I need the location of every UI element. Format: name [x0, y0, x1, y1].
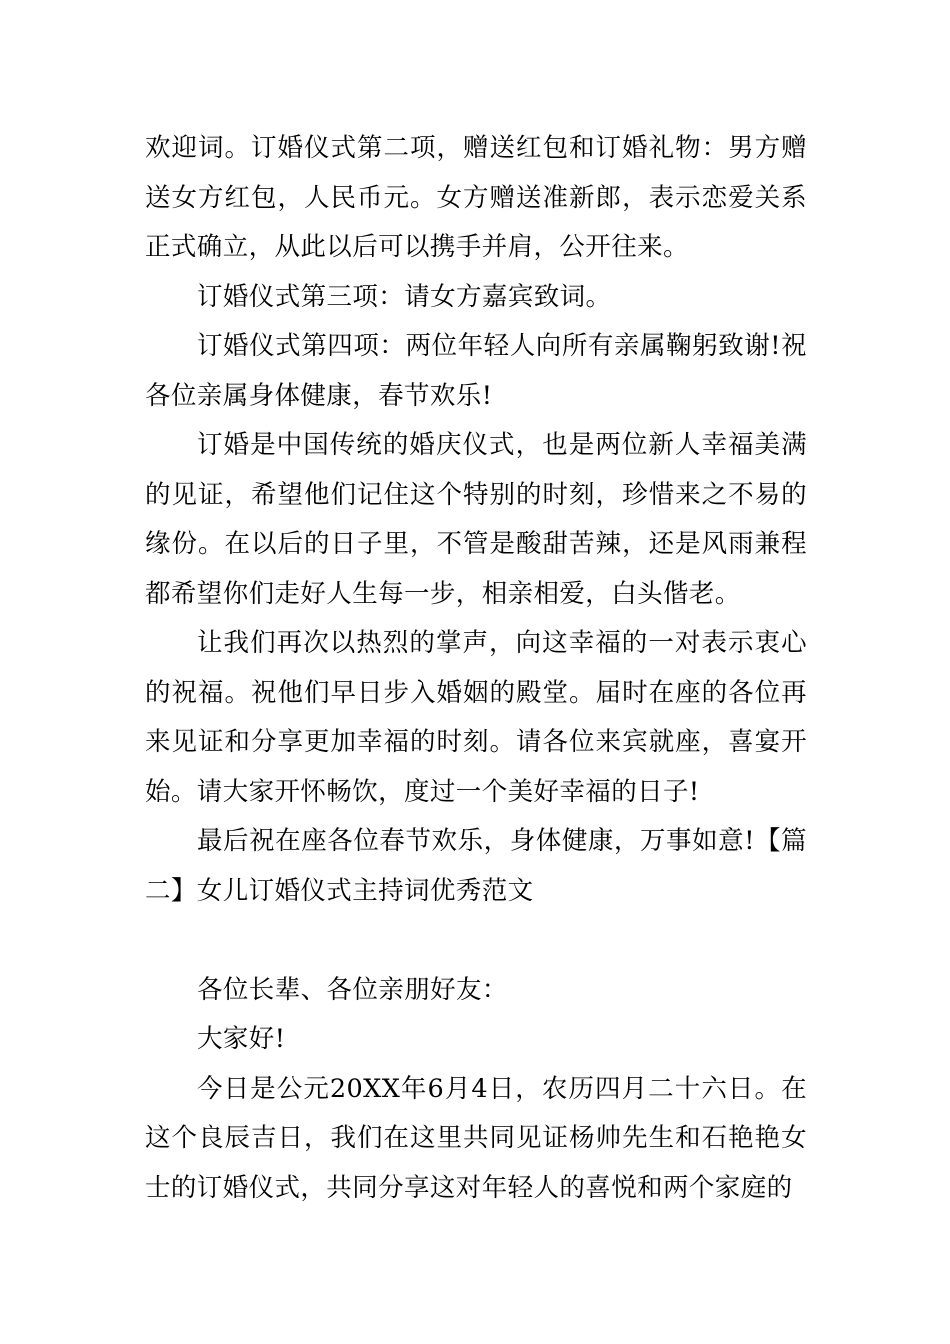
- paragraph-date-intro: 今日是公元20XX年6月4日，农历四月二十六日。在这个良辰吉日，我们在这里共同见证杨帅先生和石艳艳女士的订婚仪式，共同分享这对年轻人的喜悦和两个家庭的: [145, 1073, 807, 1203]
- paragraph-fourth-item: 订婚仪式第四项：两位年轻人向所有亲属鞠躬致谢!祝各位亲属身体健康，春节欢乐!: [145, 331, 807, 411]
- paragraph-applause-blessing: 让我们再次以热烈的掌声，向这幸福的一对表示衷心的祝福。祝他们早日步入婚姻的殿堂。届时在座的各位再来见证和分享更加幸福的时刻。请各位来宾就座，喜宴开始。请大家开怀畅饮，度过一个美好幸福的日子!: [145, 628, 807, 807]
- paragraph-greeting: 大家好!: [197, 1024, 286, 1054]
- blank-line: [145, 916, 807, 966]
- document-body: [145, 124, 807, 1213]
- paragraph-third-item: 订婚仪式第三项：请女方嘉宾致词。: [197, 281, 612, 312]
- paragraph-welcome-gifts: 欢迎词。订婚仪式第二项，赠送红包和订婚礼物：男方赠送女方红包，人民币元。女方赠送准新郎，表示恋爱关系正式确立，从此以后可以携手并肩，公开往来。: [145, 133, 807, 262]
- paragraph-engagement-meaning: 订婚是中国传统的婚庆仪式，也是两位新人幸福美满的见证，希望他们记住这个特别的时刻，珍惜来之不易的缘份。在以后的日子里，不管是酸甜苦辣，还是风雨兼程都希望你们走好人生每一步，相亲相爱，白头偕老。: [145, 430, 807, 609]
- paragraph-closing-wishes: 最后祝在座各位春节欢乐，身体健康，万事如意!【篇二】女儿订婚仪式主持词优秀范文: [145, 826, 807, 906]
- paragraph-salutation: 各位长辈、各位亲朋好友：: [197, 974, 508, 1005]
